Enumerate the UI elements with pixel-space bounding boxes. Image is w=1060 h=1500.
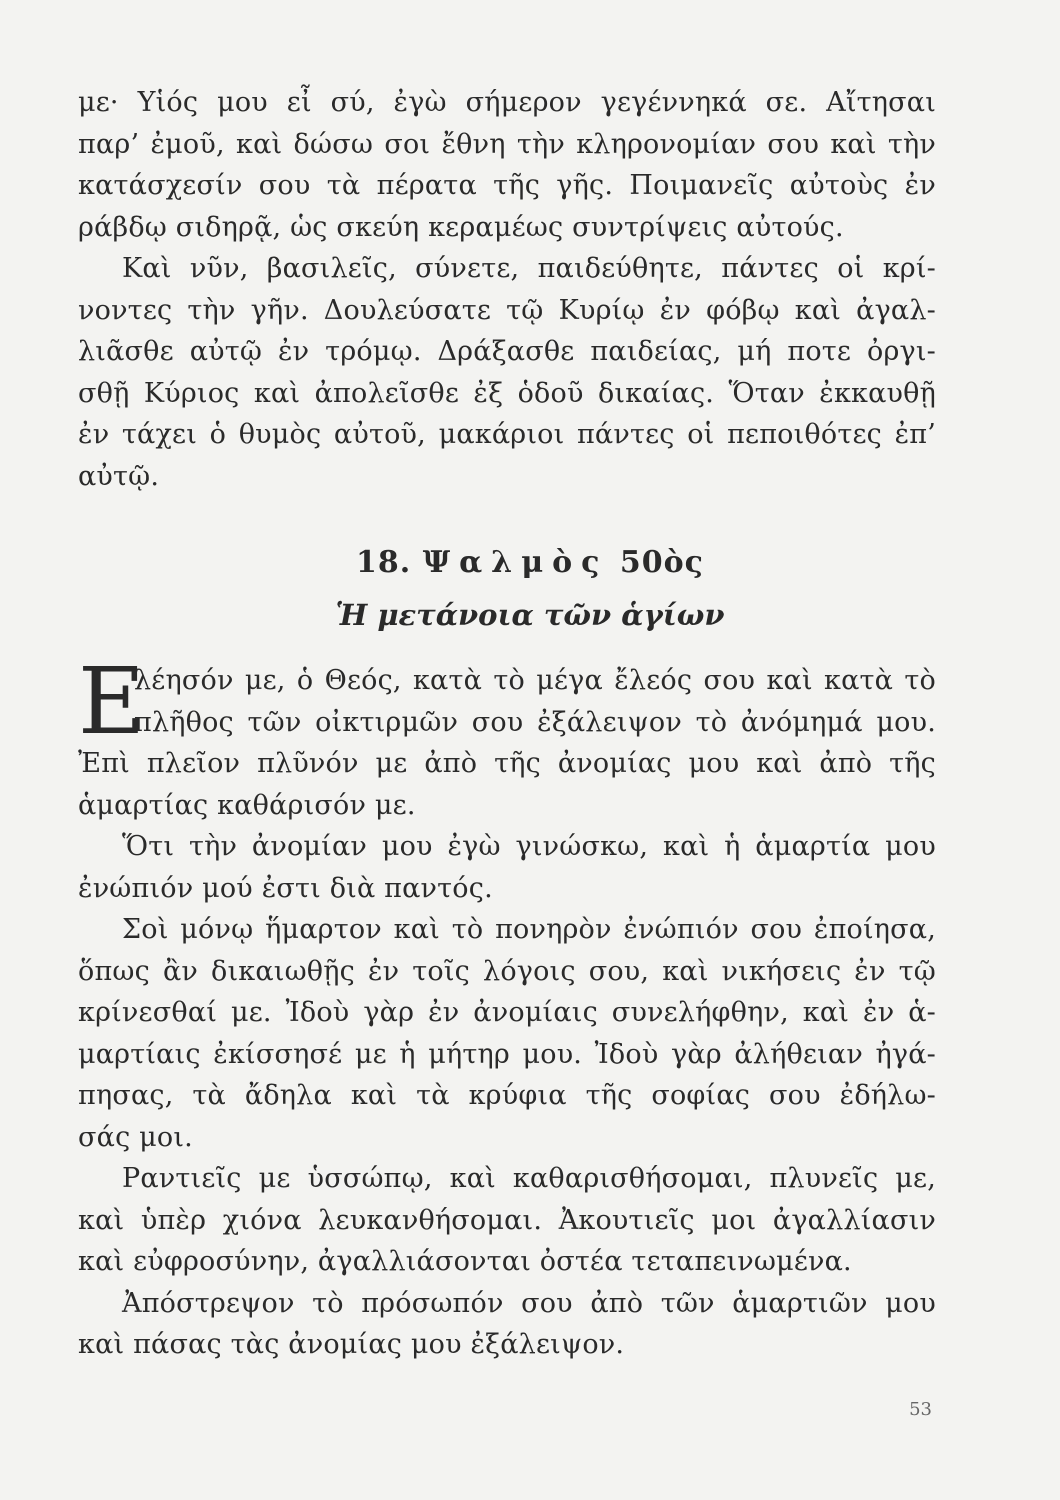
- text-line: νοντες τὴν γῆν. Δουλεύσατε τῷ Κυρίῳ ἐν φόβῳ καὶ ἀγαλ-: [78, 294, 936, 326]
- text-line: ἐνώπιόν μού ἐστι διὰ παντός.: [78, 872, 493, 904]
- text-line: Ὅτι τὴν ἀνομίαν μου ἐγὼ γινώσκω, καὶ ἡ ἁμαρτία μου: [122, 831, 936, 862]
- text-line: Ἀπόστρεψον τὸ πρόσωπόν σου ἀπὸ τῶν ἁμαρτιῶν μου: [122, 1287, 936, 1319]
- text-line: λέησόν με, ὁ Θεός, κατὰ τὸ μέγα ἔλεός σου καὶ κατὰ τὸ: [134, 665, 936, 696]
- text-line: Ἐπὶ πλεῖον πλῦνόν με ἀπὸ τῆς ἀνομίας μου καὶ ἀπὸ τῆς: [78, 748, 936, 779]
- text-line: αὐτῷ.: [78, 460, 160, 492]
- text-line: Καὶ νῦν, βασιλεῖς, σύνετε, παιδεύθητε, πάντες οἱ κρί-: [122, 253, 936, 284]
- text-line: πησας, τὰ ἄδηλα καὶ τὰ κρύφια τῆς σοφίας σου ἐδήλω-: [78, 1080, 936, 1111]
- dropcap-paragraph: [78, 648, 936, 755]
- text-line: Ραντιεῖς με ὑσσώπῳ, καὶ καθαρισθήσομαι, πλυνεῖς με,: [122, 1163, 936, 1194]
- text-line: σάς μοι.: [78, 1121, 193, 1153]
- text-line: λιᾶσθε αὐτῷ ἐν τρόμῳ. Δράξασθε παιδείας, μή ποτε ὀργι-: [78, 336, 936, 367]
- psalm-title-number: 50ὸς: [619, 545, 704, 580]
- text-line: ράβδῳ σιδηρᾷ, ὡς σκεύη κεραμέως συντρίψεις αὐτούς.: [78, 211, 844, 243]
- drop-cap: Ε: [78, 648, 146, 755]
- text-line: Σοὶ μόνῳ ἥμαρτον καὶ τὸ πονηρὸν ἐνώπιόν σου ἐποίησα,: [122, 914, 936, 945]
- psalm-text: [78, 648, 936, 1366]
- text-line: παρ’ ἐμοῦ, καὶ δώσω σοι ἔθνη τὴν κληρονομίαν σου καὶ τὴν: [78, 128, 936, 160]
- text-line: ἐν τάχει ὁ θυμὸς αὐτοῦ, μακάριοι πάντες οἱ πεποιθότες ἐπ’: [78, 419, 936, 450]
- text-line: πλῆθος τῶν οἰκτιρμῶν σου ἐξάλειψον τὸ ἀνόμημά μου.: [134, 706, 936, 738]
- text-line: μαρτίαις ἐκίσσησέ με ἡ μήτηρ μου. Ἰδοὺ γὰρ ἀλήθειαν ἠγά-: [78, 1038, 936, 1070]
- psalm-heading: [0, 545, 1060, 580]
- psalm-number: 18.: [356, 545, 412, 580]
- text-line: κατάσχεσίν σου τὰ πέρατα τῆς γῆς. Ποιμανεῖς αὐτοὺς ἐν: [78, 170, 936, 201]
- psalm-title: Ψαλμὸς: [422, 545, 609, 580]
- psalm-subtitle: Ἡ μετάνοια τῶν ἁγίων: [335, 598, 725, 632]
- text-line: καὶ εὐφροσύνην, ἀγαλλιάσονται ὀστέα τεταπεινωμένα.: [78, 1246, 852, 1277]
- intro-paragraph: [78, 82, 936, 497]
- text-line: σθῇ Κύριος καὶ ἀπολεῖσθε ἐξ ὁδοῦ δικαίας. Ὅταν ἐκκαυθῇ: [78, 377, 936, 409]
- text-line: καὶ ὑπὲρ χιόνα λευκανθήσομαι. Ἀκουτιεῖς μοι ἀγαλλίασιν: [78, 1204, 936, 1236]
- page-number: 53: [909, 1399, 932, 1420]
- text-line: κρίνεσθαί με. Ἰδοὺ γὰρ ἐν ἀνομίαις συνελήφθην, καὶ ἐν ἁ-: [78, 997, 936, 1028]
- text-line: ἁμαρτίας καθάρισόν με.: [78, 789, 416, 821]
- text-line: καὶ πάσας τὰς ἀνομίας μου ἐξάλειψον.: [78, 1329, 625, 1360]
- text-line: ὅπως ἂν δικαιωθῇς ἐν τοῖς λόγοις σου, καὶ νικήσεις ἐν τῷ: [78, 955, 936, 987]
- text-line: με· Υἱός μου εἶ σύ, ἐγὼ σήμερον γεγέννηκά σε. Αἴτησαι: [78, 87, 936, 118]
